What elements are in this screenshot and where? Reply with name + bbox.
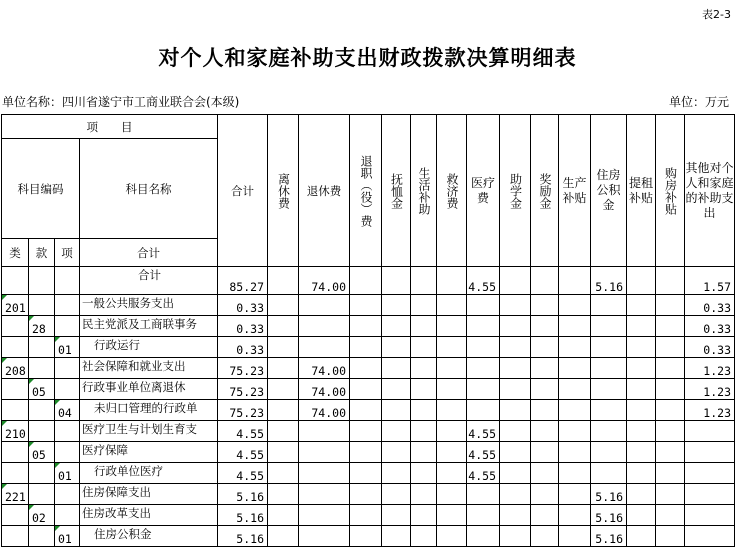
- amount-cell: [411, 316, 437, 337]
- code-xiang: [55, 442, 80, 463]
- amount-cell: [467, 505, 500, 526]
- amount-cell: [500, 505, 531, 526]
- amount-cell: 85.27: [218, 267, 268, 295]
- amount-cell: [299, 484, 350, 505]
- header-total-label: 合计: [80, 239, 218, 267]
- table-row: [2, 442, 735, 463]
- amount-cell: [411, 463, 437, 484]
- col-header-total: 合计: [218, 115, 268, 267]
- amount-cell: [411, 400, 437, 421]
- amount-cell: [685, 505, 735, 526]
- col-header-rent-subsidy: 提租补贴: [627, 115, 656, 267]
- subject-name: 住房公积金: [80, 526, 218, 547]
- amount-cell: [299, 316, 350, 337]
- code-kuan: [29, 400, 55, 421]
- amount-cell: [382, 400, 411, 421]
- amount-cell: [591, 316, 627, 337]
- amount-cell: [437, 316, 467, 337]
- amount-cell: [382, 484, 411, 505]
- amount-cell: [268, 379, 299, 400]
- amount-cell: [437, 421, 467, 442]
- amount-cell: [627, 400, 656, 421]
- amount-cell: 75.23: [218, 400, 268, 421]
- amount-cell: 0.33: [218, 316, 268, 337]
- amount-cell: [467, 526, 500, 547]
- code-kuan: [29, 526, 55, 547]
- code-kuan: [29, 295, 55, 316]
- amount-cell: 0.33: [218, 337, 268, 358]
- amount-cell: [627, 505, 656, 526]
- code-xiang: [55, 316, 80, 337]
- col-header-retirement-tui: 退休费: [299, 115, 350, 267]
- col-header-living-subsidy: 生活补助: [411, 115, 437, 267]
- amount-cell: [437, 463, 467, 484]
- amount-cell: [500, 379, 531, 400]
- col-header-other: 其他对个人和家庭的补助支出: [685, 115, 735, 267]
- amount-cell: [627, 337, 656, 358]
- code-kuan: [29, 484, 55, 505]
- amount-cell: [437, 267, 467, 295]
- amount-cell: [559, 267, 591, 295]
- amount-cell: 75.23: [218, 379, 268, 400]
- code-xiang: [55, 267, 80, 295]
- amount-cell: [437, 484, 467, 505]
- code-kuan: [29, 463, 55, 484]
- unit-name: 单位名称：四川省遂宁市工商业联合会(本级): [2, 95, 240, 109]
- col-header-medical: 医疗费: [467, 115, 500, 267]
- amount-cell: [591, 421, 627, 442]
- amount-cell: [500, 267, 531, 295]
- amount-cell: [627, 295, 656, 316]
- amount-cell: [299, 337, 350, 358]
- amount-cell: [268, 295, 299, 316]
- amount-cell: [627, 316, 656, 337]
- amount-cell: [531, 295, 559, 316]
- code-lei: 210: [2, 421, 29, 442]
- amount-cell: [531, 337, 559, 358]
- amount-cell: [531, 526, 559, 547]
- amount-cell: [268, 421, 299, 442]
- amount-cell: [350, 316, 382, 337]
- amount-cell: [559, 421, 591, 442]
- amount-cell: [268, 463, 299, 484]
- code-kuan: [29, 267, 55, 295]
- subject-name: 医疗卫生与计划生育支: [80, 421, 218, 442]
- amount-cell: 74.00: [299, 267, 350, 295]
- amount-cell: [437, 526, 467, 547]
- amount-cell: [559, 442, 591, 463]
- header-kuan: 款: [29, 239, 55, 267]
- amount-cell: [350, 295, 382, 316]
- amount-cell: [268, 442, 299, 463]
- amount-cell: [350, 526, 382, 547]
- subject-name: 未归口管理的行政单: [80, 400, 218, 421]
- amount-cell: 74.00: [299, 400, 350, 421]
- amount-cell: 1.23: [685, 379, 735, 400]
- amount-cell: [299, 463, 350, 484]
- header-lei: 类: [2, 239, 29, 267]
- header-name-col: 科目名称: [80, 139, 218, 239]
- code-xiang: [55, 484, 80, 505]
- amount-cell: [531, 484, 559, 505]
- amount-cell: [591, 442, 627, 463]
- amount-cell: [656, 526, 685, 547]
- amount-cell: 0.33: [218, 295, 268, 316]
- amount-cell: [437, 337, 467, 358]
- amount-cell: [591, 337, 627, 358]
- amount-cell: [559, 484, 591, 505]
- amount-cell: [591, 379, 627, 400]
- col-header-scholarship: 助学金: [500, 115, 531, 267]
- table-row: [2, 526, 735, 547]
- col-header-retirement-li: 离休费: [268, 115, 299, 267]
- amount-cell: [382, 267, 411, 295]
- amount-cell: [350, 484, 382, 505]
- amount-cell: [559, 505, 591, 526]
- amount-cell: [382, 421, 411, 442]
- amount-cell: [500, 442, 531, 463]
- amount-cell: [268, 358, 299, 379]
- amount-cell: 74.00: [299, 358, 350, 379]
- code-xiang: 01: [55, 526, 80, 547]
- amount-cell: [531, 267, 559, 295]
- table-row: [2, 295, 735, 316]
- code-lei: [2, 316, 29, 337]
- code-lei: [2, 463, 29, 484]
- amount-cell: [559, 526, 591, 547]
- code-lei: [2, 526, 29, 547]
- amount-cell: [350, 442, 382, 463]
- amount-cell: [656, 400, 685, 421]
- code-lei: 208: [2, 358, 29, 379]
- amount-cell: [591, 400, 627, 421]
- amount-cell: [437, 295, 467, 316]
- code-xiang: 01: [55, 337, 80, 358]
- amount-cell: [559, 316, 591, 337]
- code-lei: [2, 400, 29, 421]
- amount-cell: [299, 442, 350, 463]
- amount-cell: [350, 463, 382, 484]
- amount-cell: [656, 421, 685, 442]
- amount-cell: [411, 337, 437, 358]
- amount-cell: 4.55: [467, 442, 500, 463]
- amount-cell: [268, 484, 299, 505]
- col-header-purchase-subsidy: 购房补贴: [656, 115, 685, 267]
- amount-cell: 0.33: [685, 337, 735, 358]
- header-xiang: 项: [55, 239, 80, 267]
- amount-cell: [467, 400, 500, 421]
- amount-cell: 0.33: [685, 295, 735, 316]
- col-header-resignation: 退职（役）费: [350, 115, 382, 267]
- amount-cell: [437, 442, 467, 463]
- amount-cell: 5.16: [591, 267, 627, 295]
- amount-cell: [467, 337, 500, 358]
- amount-cell: 0.33: [685, 316, 735, 337]
- amount-cell: [656, 463, 685, 484]
- amount-cell: [656, 267, 685, 295]
- amount-cell: [685, 484, 735, 505]
- amount-cell: [299, 295, 350, 316]
- amount-cell: 1.57: [685, 267, 735, 295]
- subject-name: 行政单位医疗: [80, 463, 218, 484]
- amount-cell: [531, 421, 559, 442]
- amount-cell: [467, 484, 500, 505]
- amount-cell: 4.55: [467, 267, 500, 295]
- amount-cell: [559, 337, 591, 358]
- subject-name: 行政运行: [80, 337, 218, 358]
- code-lei: [2, 505, 29, 526]
- amount-cell: [350, 267, 382, 295]
- amount-cell: [411, 442, 437, 463]
- amount-cell: [531, 442, 559, 463]
- code-xiang: [55, 379, 80, 400]
- code-kuan: [29, 421, 55, 442]
- amount-cell: 5.16: [218, 505, 268, 526]
- code-lei: 221: [2, 484, 29, 505]
- col-header-relief: 救济费: [437, 115, 467, 267]
- currency-unit: 单位：万元: [668, 95, 729, 109]
- amount-cell: [500, 337, 531, 358]
- amount-cell: [411, 484, 437, 505]
- subject-name: 合计: [80, 267, 218, 295]
- amount-cell: [627, 463, 656, 484]
- amount-cell: [591, 358, 627, 379]
- amount-cell: [382, 358, 411, 379]
- amount-cell: [500, 421, 531, 442]
- amount-cell: [559, 463, 591, 484]
- amount-cell: [685, 463, 735, 484]
- amount-cell: [559, 379, 591, 400]
- amount-cell: [411, 267, 437, 295]
- subject-name: 住房改革支出: [80, 505, 218, 526]
- code-xiang: [55, 505, 80, 526]
- subject-name: 行政事业单位离退休: [80, 379, 218, 400]
- subject-name: 一般公共服务支出: [80, 295, 218, 316]
- amount-cell: [531, 316, 559, 337]
- amount-cell: [382, 337, 411, 358]
- amount-cell: [411, 379, 437, 400]
- amount-cell: [656, 316, 685, 337]
- code-xiang: 04: [55, 400, 80, 421]
- table-row: [2, 267, 735, 295]
- amount-cell: [685, 526, 735, 547]
- amount-cell: [268, 505, 299, 526]
- code-kuan: 02: [29, 505, 55, 526]
- table-id: 表2-3: [702, 8, 731, 21]
- table-row: [2, 484, 735, 505]
- amount-cell: 4.55: [467, 421, 500, 442]
- code-lei: [2, 267, 29, 295]
- col-header-reward: 奖励金: [531, 115, 559, 267]
- amount-cell: [627, 358, 656, 379]
- amount-cell: [411, 526, 437, 547]
- code-lei: 201: [2, 295, 29, 316]
- amount-cell: [467, 316, 500, 337]
- amount-cell: [437, 379, 467, 400]
- amount-cell: [500, 484, 531, 505]
- code-xiang: [55, 358, 80, 379]
- amount-cell: [350, 421, 382, 442]
- table-row: [2, 337, 735, 358]
- table-row: [2, 379, 735, 400]
- code-kuan: 28: [29, 316, 55, 337]
- amount-cell: [531, 505, 559, 526]
- amount-cell: [467, 295, 500, 316]
- amount-cell: [500, 463, 531, 484]
- amount-cell: 1.23: [685, 400, 735, 421]
- header-item-group: 项 目: [2, 115, 218, 139]
- amount-cell: 5.16: [591, 505, 627, 526]
- col-header-pension: 抚恤金: [382, 115, 411, 267]
- col-header-housing-fund: 住房公积金: [591, 115, 627, 267]
- amount-cell: [656, 379, 685, 400]
- appropriation-table: [1, 114, 735, 547]
- amount-cell: [627, 267, 656, 295]
- code-kuan: [29, 337, 55, 358]
- page-title: 对个人和家庭补助支出财政拨款决算明细表: [158, 46, 577, 70]
- amount-cell: [411, 295, 437, 316]
- table-row: [2, 358, 735, 379]
- table-row: [2, 421, 735, 442]
- table-row: [2, 400, 735, 421]
- amount-cell: [411, 505, 437, 526]
- amount-cell: [627, 526, 656, 547]
- amount-cell: [437, 505, 467, 526]
- amount-cell: 5.16: [591, 526, 627, 547]
- code-xiang: 01: [55, 463, 80, 484]
- amount-cell: [500, 358, 531, 379]
- table-row: [2, 463, 735, 484]
- col-header-production-subsidy: 生产补贴: [559, 115, 591, 267]
- amount-cell: [382, 295, 411, 316]
- amount-cell: [299, 526, 350, 547]
- code-xiang: [55, 421, 80, 442]
- amount-cell: [382, 316, 411, 337]
- code-lei: [2, 442, 29, 463]
- table-row: [2, 316, 735, 337]
- amount-cell: [656, 295, 685, 316]
- amount-cell: [656, 442, 685, 463]
- amount-cell: [382, 505, 411, 526]
- amount-cell: [531, 358, 559, 379]
- amount-cell: [500, 526, 531, 547]
- amount-cell: [559, 358, 591, 379]
- amount-cell: 5.16: [591, 484, 627, 505]
- amount-cell: [627, 379, 656, 400]
- code-lei: [2, 337, 29, 358]
- amount-cell: [531, 379, 559, 400]
- amount-cell: [350, 358, 382, 379]
- amount-cell: [627, 421, 656, 442]
- amount-cell: [500, 295, 531, 316]
- amount-cell: [559, 400, 591, 421]
- subject-name: 住房保障支出: [80, 484, 218, 505]
- code-kuan: 05: [29, 442, 55, 463]
- amount-cell: [591, 463, 627, 484]
- amount-cell: 4.55: [218, 442, 268, 463]
- amount-cell: [685, 442, 735, 463]
- amount-cell: [350, 505, 382, 526]
- amount-cell: [411, 421, 437, 442]
- code-kuan: 05: [29, 379, 55, 400]
- amount-cell: [656, 484, 685, 505]
- code-xiang: [55, 295, 80, 316]
- amount-cell: 5.16: [218, 484, 268, 505]
- amount-cell: [467, 379, 500, 400]
- amount-cell: 74.00: [299, 379, 350, 400]
- amount-cell: [268, 526, 299, 547]
- amount-cell: 4.55: [218, 421, 268, 442]
- amount-cell: [467, 358, 500, 379]
- amount-cell: [627, 442, 656, 463]
- subject-name: 民主党派及工商联事务: [80, 316, 218, 337]
- code-lei: [2, 379, 29, 400]
- amount-cell: [350, 337, 382, 358]
- header-code-group: 科目编码: [2, 139, 80, 239]
- subject-name: 社会保障和就业支出: [80, 358, 218, 379]
- amount-cell: [627, 484, 656, 505]
- code-kuan: [29, 358, 55, 379]
- amount-cell: [350, 379, 382, 400]
- amount-cell: [500, 400, 531, 421]
- amount-cell: [531, 463, 559, 484]
- amount-cell: [685, 421, 735, 442]
- amount-cell: [531, 400, 559, 421]
- amount-cell: [411, 358, 437, 379]
- amount-cell: [382, 442, 411, 463]
- amount-cell: [299, 505, 350, 526]
- amount-cell: [268, 316, 299, 337]
- amount-cell: [382, 526, 411, 547]
- amount-cell: 75.23: [218, 358, 268, 379]
- amount-cell: [268, 267, 299, 295]
- amount-cell: 5.16: [218, 526, 268, 547]
- amount-cell: [656, 505, 685, 526]
- amount-cell: 1.23: [685, 358, 735, 379]
- amount-cell: [268, 337, 299, 358]
- amount-cell: [500, 316, 531, 337]
- table-row: [2, 505, 735, 526]
- amount-cell: [382, 379, 411, 400]
- amount-cell: [437, 400, 467, 421]
- amount-cell: [437, 358, 467, 379]
- amount-cell: [350, 400, 382, 421]
- amount-cell: [656, 358, 685, 379]
- amount-cell: 4.55: [218, 463, 268, 484]
- amount-cell: [591, 295, 627, 316]
- amount-cell: [656, 337, 685, 358]
- amount-cell: [299, 421, 350, 442]
- amount-cell: [268, 400, 299, 421]
- amount-cell: 4.55: [467, 463, 500, 484]
- amount-cell: [382, 463, 411, 484]
- amount-cell: [559, 295, 591, 316]
- subject-name: 医疗保障: [80, 442, 218, 463]
